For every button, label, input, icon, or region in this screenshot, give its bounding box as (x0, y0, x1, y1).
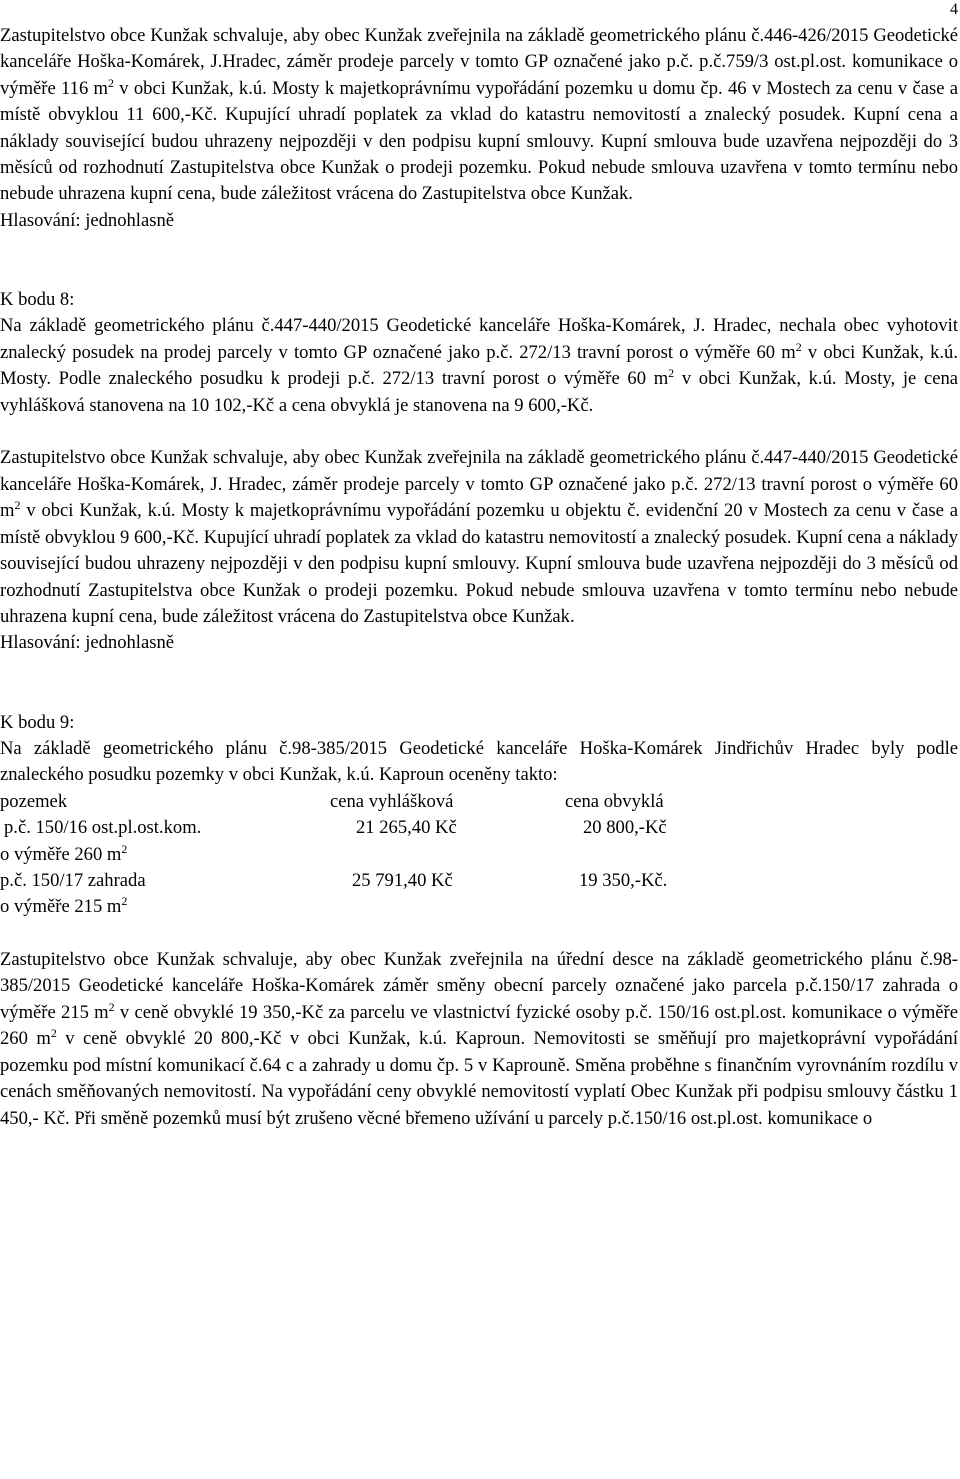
text-run: Zastupitelstvo obce Kunžak schvaluje, aby obec Kunžak zveřejnila na základě geometrického plánu č.446-426/2015 Geodetické kanceláře Hoška-Komárek, J.Hradec, záměr prodeje parcely v tomto GP označené jako p.č. p.č.759/3 ost.pl.ost. komunikace o výměře 116 m (0, 25, 958, 99)
item8-description (0, 313, 958, 419)
table-cell-area (0, 842, 330, 868)
table-header: cena vyhlášková (330, 790, 454, 812)
table-cell-parcel: p.č. 150/16 ost.pl.ost.kom. (4, 817, 202, 839)
table-row (0, 868, 958, 894)
text-run: Na základě geometrického plánu č.447-440/2015 Geodetické kanceláře Hoška-Komárek, J. Hradec, nechala obec vyhotovit znalecký posudek na prodej parcely v tomto GP označené jako p.č. 272/13 travní porost o výměře 60 m (0, 315, 958, 363)
valuation-table (0, 789, 958, 921)
text-run: v ceně obvyklé 19 350,-Kč za parcelu ve vlastnictví fyzické osoby p.č. 150/16 ost.pl.ost. komunikace o výměře 260 m (0, 1001, 958, 1050)
resolution-paragraph-item7 (0, 23, 958, 208)
superscript: 2 (121, 841, 128, 856)
item-heading-9: K bodu 9: (0, 711, 75, 733)
page-number: 4 (950, 1, 958, 18)
superscript: 2 (108, 999, 115, 1014)
superscript: 2 (50, 1026, 57, 1041)
text-run: o výměře 260 m (0, 843, 122, 865)
table-row-area (0, 894, 958, 920)
text-run: v ceně obvyklé 20 800,-Kč v obci Kunžak, k.ú. Kaproun. Nemovitosti se směňují pro majetkoprávní vypořádání pozemku pod místní komunikací č.64 c a zahrady u domu čp. 5 v Kaprouně. Směna proběhne s finančním vyrovnáním rozdílu v cenách směňovaných nemovitostí. Na vypořádání ceny obvyklé nemovitostí vyplatí Obec Kunžak při podpisu smlouvy částku 1 450,- Kč. Při směně pozemků musí být zrušeno věcné břemeno užívání u parcely p.č.150/16 ost.pl.ost. komunikace o (0, 1028, 958, 1129)
text-run: Zastupitelstvo obce Kunžak schvaluje, aby obec Kunžak zveřejnila na základě geometrického plánu č.447-440/2015 Geodetické kanceláře Hoška-Komárek, J. Hradec, záměr prodeje parcely v tomto GP označené jako p.č. 272/13 travní porost o výměře 60 m (0, 447, 958, 522)
text-run: v obci Kunžak, k.ú. Mosty, je cena vyhlášková stanovena na 10 102,-Kč a cena obvyklá je stanovena na 9 600,-Kč. (0, 368, 958, 416)
table-cell-parcel: p.č. 150/17 zahrada (0, 869, 146, 891)
superscript: 2 (668, 366, 675, 381)
item9-intro: Na základě geometrického plánu č.98-385/2015 Geodetické kanceláře Hoška-Komárek Jindřichův Hradec byly podle znaleckého posudku pozemky v obci Kunžak, k.ú. Kaproun oceněny takto: (0, 737, 958, 786)
text-run: v obci Kunžak, k.ú. Mosty. Podle znaleckého posudku k prodeji p.č. 272/13 travní porost o výměře 60 m (0, 341, 958, 390)
superscript: 2 (121, 894, 128, 909)
table-cell-official: 21 265,40 Kč (356, 817, 457, 839)
table-cell-official: 25 791,40 Kč (352, 869, 453, 891)
table-row (0, 815, 958, 841)
table-row-area (0, 842, 958, 868)
vote-result: Hlasování: jednohlasně (0, 209, 175, 231)
text-run: o výměře 215 m (0, 896, 122, 918)
text-run: v obci Kunžak, k.ú. Mosty k majetkoprávnímu vypořádání pozemku u domu čp. 46 v Mostech za cenu v čase a místě obvyklou 11 600,-Kč. Kupující uhradí poplatek za vklad do katastru nemovitostí a znalecký posudek. Kupní cena a náklady související budou uhrazeny nejpozději v den podpisu kupní smlouvy. Kupní smlouva bude uzavřena nejpozději do 3 měsíců od rozhodnutí Zastupitelstva obce Kunžak o prodeji pozemku. Pokud nebude smlouva uzavřena v tomto termínu nebo nebude uhrazena kupní cena, bude záležitost vrácena do Zastupitelstva obce Kunžak. (0, 77, 958, 205)
superscript: 2 (795, 339, 802, 354)
document-body (0, 23, 958, 1132)
item8-resolution (0, 445, 958, 630)
vote-result: Hlasování: jednohlasně (0, 632, 175, 654)
table-header-row (0, 789, 958, 815)
text-run: v obci Kunžak, k.ú. Mosty k majetkoprávnímu vypořádání pozemku u objektu č. evidenční 20 v Mostech za cenu v čase a místě obvyklou 9 600,-Kč. Kupující uhradí poplatek za vklad do katastru nemovitostí a znalecký posudek. Kupní cena a náklady související budou uhrazeny nejpozději v den podpisu kupní smlouvy. Kupní smlouva bude uzavřena nejpozději do 3 měsíců od rozhodnutí Zastupitelstva obce Kunžak o prodeji pozemku. Pokud nebude smlouva uzavřena v tomto termínu nebo nebude uhrazena kupní cena, bude záležitost vrácena do Zastupitelstva obce Kunžak. (0, 500, 958, 627)
text-run: Zastupitelstvo obce Kunžak schvaluje, aby obec Kunžak zveřejnila na úřední desce na základě geometrického plánu č.98-385/2015 Geodetické kanceláře Hoška-Komárek záměr směny obecní parcely označené jako parcela p.č.150/17 zahrada o výměře 215 m (0, 949, 958, 1023)
table-header: pozemek (0, 790, 68, 812)
table-cell-usual: 20 800,-Kč (583, 817, 667, 839)
item-heading-8: K bodu 8: (0, 289, 75, 311)
superscript: 2 (14, 498, 21, 513)
table-header: cena obvyklá (565, 790, 664, 812)
table-cell-area (0, 894, 330, 920)
item9-resolution (0, 947, 958, 1132)
superscript: 2 (107, 75, 114, 90)
table-cell-usual: 19 350,-Kč. (579, 869, 668, 891)
